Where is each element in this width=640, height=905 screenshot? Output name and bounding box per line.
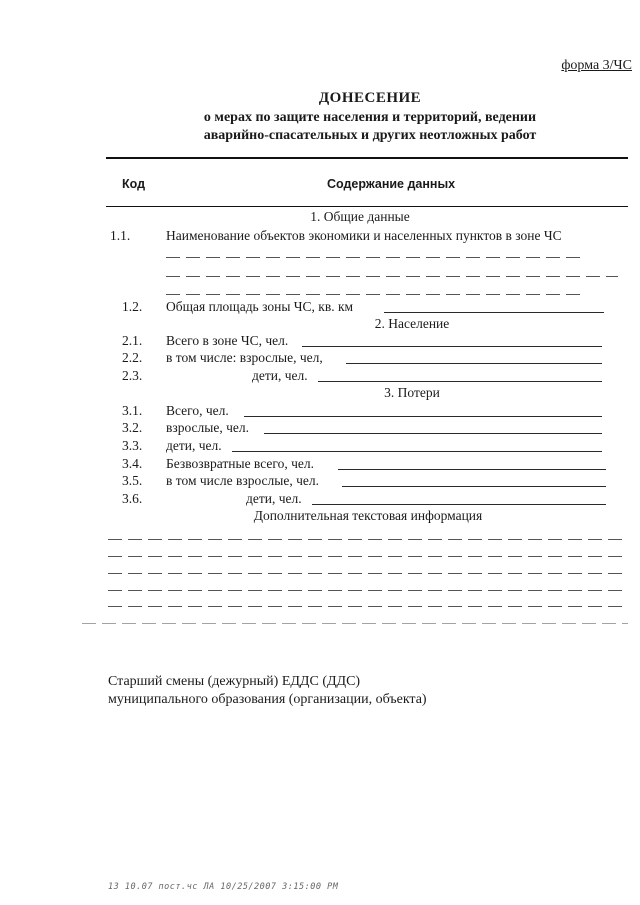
entry-line[interactable]	[232, 451, 602, 452]
fax-header: 13 10.07 пост.чс ЛА 10/25/2007 3:15:00 РМ	[108, 882, 339, 892]
row-code: 3.2.	[122, 420, 143, 435]
document-subtitle-line1: о мерах по защите населения и территорий, ведении	[203, 110, 537, 125]
entry-line[interactable]	[166, 294, 586, 295]
entry-line[interactable]	[318, 381, 602, 382]
entry-line[interactable]	[312, 504, 606, 505]
section-losses: 3. Потери	[384, 385, 440, 400]
entry-line[interactable]	[166, 276, 618, 277]
row-label: Наименование объектов экономики и населенных пунктов в зоне ЧС	[166, 228, 562, 243]
row-label: Безвозвратные всего, чел.	[166, 456, 314, 471]
row-code: 3.6.	[122, 491, 143, 506]
row-code: 2.2.	[122, 350, 143, 365]
document-subtitle-line2: аварийно-спасательных и других неотложных работ	[203, 128, 537, 143]
row-code: 2.3.	[122, 368, 143, 383]
entry-line[interactable]	[166, 257, 584, 258]
entry-line[interactable]	[384, 312, 604, 313]
form-number: форма 3/ЧС	[561, 58, 632, 73]
entry-line[interactable]	[108, 539, 628, 540]
column-header-content: Содержание данных	[327, 177, 456, 191]
entry-line[interactable]	[342, 486, 606, 487]
row-label: Всего в зоне ЧС, чел.	[166, 333, 289, 348]
section-general: 1. Общие данные	[310, 209, 410, 224]
row-label: взрослые, чел.	[166, 420, 249, 435]
entry-line[interactable]	[346, 363, 602, 364]
entry-line[interactable]	[264, 433, 602, 434]
signature-line2: муниципального образования (организации, объекта)	[108, 692, 427, 707]
entry-line[interactable]	[108, 573, 628, 574]
row-label: дети, чел.	[166, 438, 222, 453]
section-additional: Дополнительная текстовая информация	[253, 508, 483, 523]
row-code: 1.1.	[110, 228, 131, 243]
row-label: Всего, чел.	[166, 403, 229, 418]
section-population: 2. Население	[374, 316, 450, 331]
column-header-code: Код	[122, 177, 146, 191]
header-top-rule	[106, 157, 628, 159]
header-bottom-rule	[106, 206, 628, 207]
row-label: в том числе: взрослые, чел,	[166, 350, 323, 365]
entry-line[interactable]	[108, 606, 628, 607]
row-code: 1.2.	[122, 299, 143, 314]
row-label: Общая площадь зоны ЧС, кв. км	[166, 299, 354, 314]
document-title: ДОНЕСЕНИЕ	[318, 90, 422, 106]
signature-line1: Старший смены (дежурный) ЕДДС (ДДС)	[108, 674, 361, 689]
row-code: 3.1.	[122, 403, 143, 418]
entry-line[interactable]	[82, 623, 628, 624]
row-code: 2.1.	[122, 333, 143, 348]
row-label: дети, чел.	[252, 368, 308, 383]
row-code: 3.5.	[122, 473, 143, 488]
entry-line[interactable]	[302, 346, 602, 347]
row-code: 3.3.	[122, 438, 143, 453]
row-label: в том числе взрослые, чел.	[166, 473, 319, 488]
entry-line[interactable]	[338, 469, 606, 470]
entry-line[interactable]	[244, 416, 602, 417]
entry-line[interactable]	[108, 556, 628, 557]
row-label: дети, чел.	[246, 491, 302, 506]
row-code: 3.4.	[122, 456, 143, 471]
entry-line[interactable]	[108, 590, 628, 591]
